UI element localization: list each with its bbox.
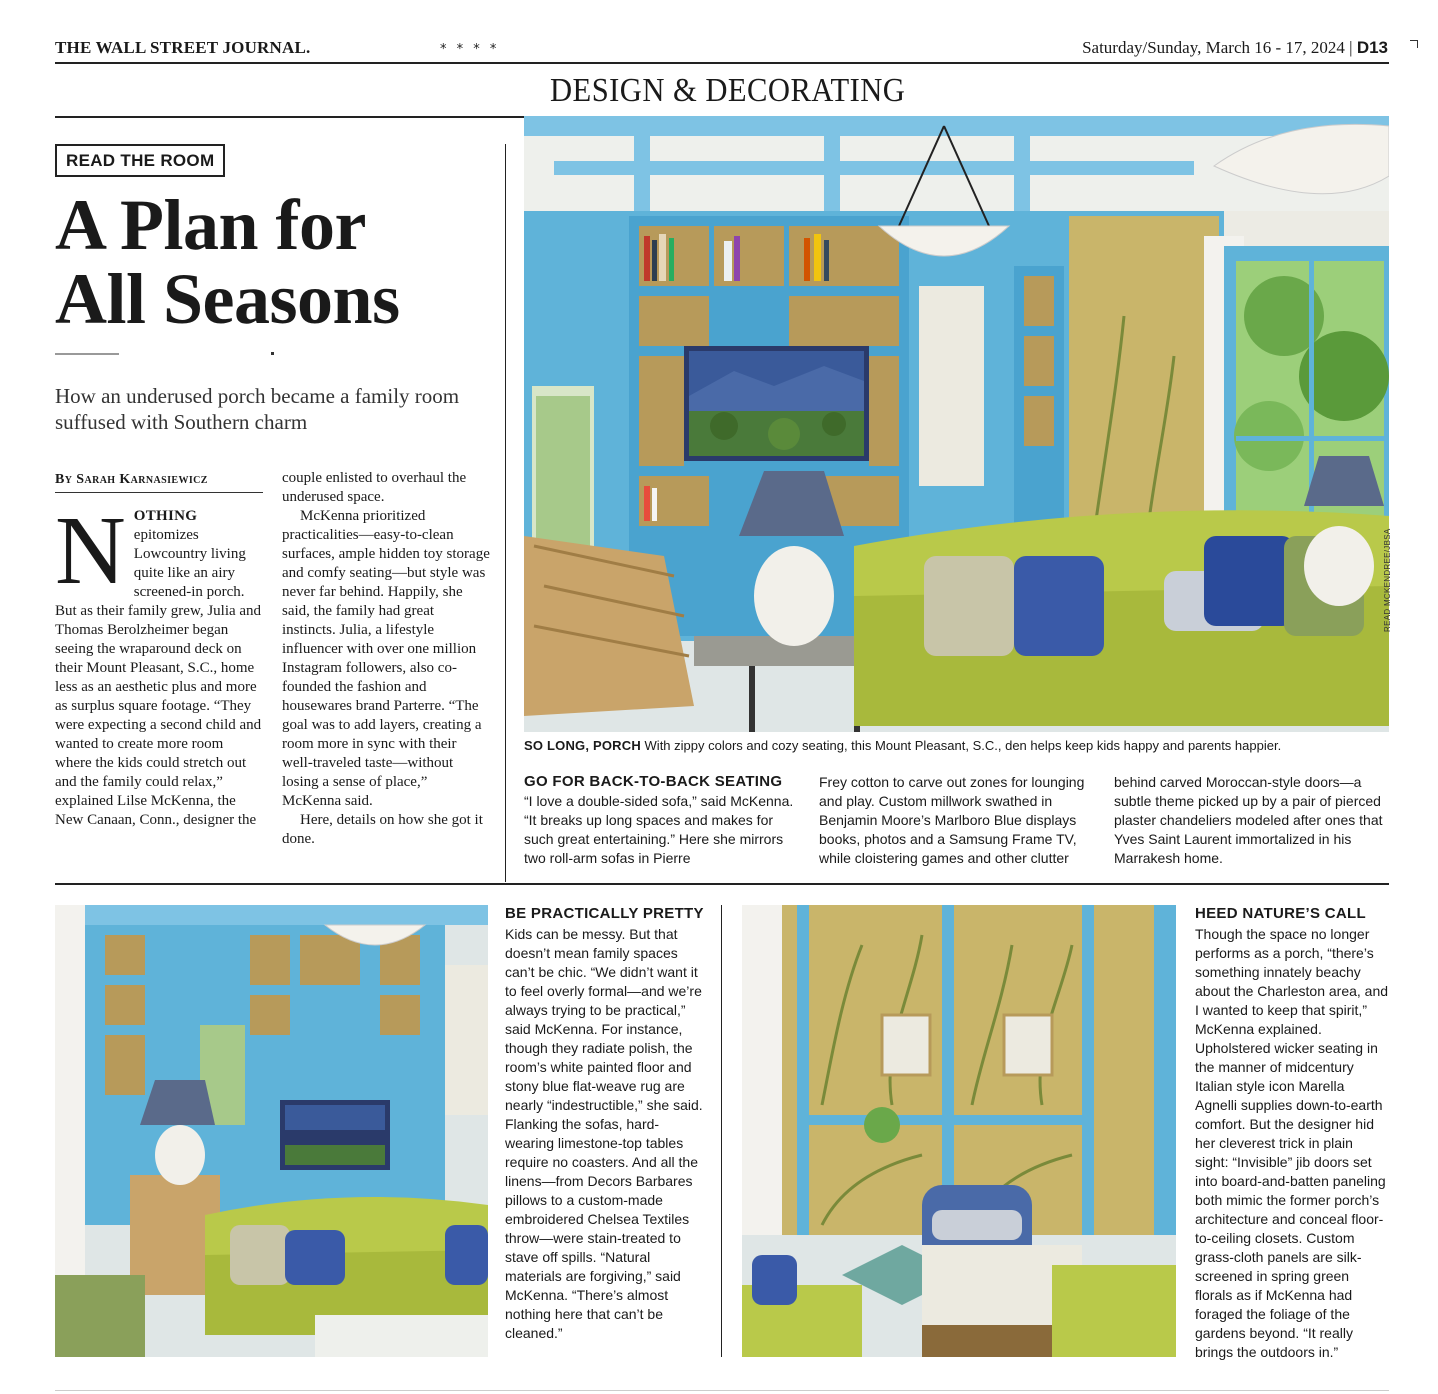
section1-column-3: behind carved Moroccan-style doors—a subtle theme picked up by a pair of pierced plaster chandeliers modeled after ones that Yves Saint Laurent immortalized in his Marrakesh home. <box>1114 774 1383 866</box>
separator: | <box>1349 38 1353 57</box>
photo-caption <box>524 738 1389 754</box>
dateline <box>1082 38 1388 58</box>
dek: How an underused porch became a family room suffused with Southern charm <box>55 384 460 434</box>
subhead-practically-pretty: BE PRACTICALLY PRETTY <box>505 905 704 922</box>
headline-rule <box>55 353 119 355</box>
masthead: THE WALL STREET JOURNAL. <box>55 38 311 57</box>
bottom-column-divider <box>721 905 722 1357</box>
row-rule <box>55 883 1389 885</box>
drop-cap: N <box>55 497 126 605</box>
sofa-illustration <box>55 905 488 1357</box>
headline-line-1: A Plan for <box>55 185 366 265</box>
col2-paragraph-2: McKenna prioritized practicalities—easy-to-clean surfaces, ample hidden toy storage and comfy seating—but style was never far behind. Happily, she said, the family had great instincts. Julia, a lifestyle influencer with over one million Instagram followers, also co-founded the fashion and housewares brand Parterre. “The goal was to add layers, creating a room more in sync with their well-traveled taste—without losing a sense of place,” McKenna said. <box>282 508 490 809</box>
body-column-2 <box>282 469 490 849</box>
subhead-back-to-back: GO FOR BACK-TO-BACK SEATING <box>524 773 783 790</box>
footer-rule <box>55 1390 1389 1391</box>
column-divider <box>505 144 506 882</box>
section1-column-2: Frey cotton to carve out zones for lounging and play. Custom millwork swathed in Benjamin Moore’s Marlboro Blue displays books, photos and a Samsung Frame TV, while cloistering games and other clutter <box>819 774 1085 866</box>
section1-column-1: “I love a double-sided sofa,” said McKenna. “It breaks up long spaces and makes for such great entertaining.” Here she mirrors two roll-arm sofas in Pierre <box>524 793 794 866</box>
page-number: D13 <box>1356 38 1388 57</box>
den-illustration <box>524 116 1389 732</box>
byline-rule <box>55 492 263 493</box>
frame-tv <box>684 346 869 461</box>
body-column-1 <box>55 497 263 830</box>
photo-grasscloth-wall <box>742 905 1176 1357</box>
caption-text: With zippy colors and cozy seating, this Mount Pleasant, S.C., den helps keep kids happy and parents happier. <box>640 738 1282 753</box>
lead-paragraph <box>55 497 263 830</box>
section2-body: Kids can be messy. But that doesn’t mean family spaces can’t be chic. “We didn’t want it to feel overly formal—and we’re always trying to be practical,” said McKenna. For instance, though they radiate polish, the room’s white painted floor and stony blue flat-weave rug are nearly “indestructible,” she said. Flanking the sofas, hard-wearing limestone-top tables require no coasters. And all the linens—from Decors Barbares pillows to a custom-made embroidered Chelsea Textiles throw—were stain-treated to stave off spills. “Natural materials are forgiving,” said McKenna. “There’s almost nothing here that can’t be cleaned.” <box>505 926 703 1341</box>
header-rule <box>55 62 1389 64</box>
headline <box>55 185 495 339</box>
grasscloth-illustration <box>742 905 1176 1357</box>
crop-mark <box>1410 40 1418 48</box>
section-title: DESIGN & DECORATING <box>550 72 906 109</box>
section-rule <box>55 116 525 118</box>
col2-paragraph-3: Here, details on how she got it done. <box>282 812 483 847</box>
subhead-natures-call: HEED NATURE’S CALL <box>1195 905 1366 922</box>
photo-sofa-view <box>55 905 488 1357</box>
lead-smallcaps: OTHING <box>133 508 198 524</box>
col2-paragraph-1: couple enlisted to overhaul the underused space. <box>282 470 467 505</box>
lead-text: epitomizes Lowcountry living quite like an airy screened-in porch. But as their family grew, Julia and Thomas Berolzheimer began seeing the wraparound deck on their Mount Pleasant, S.C., home less as an aesthetic plus and more as surplus square footage. “They were expecting a second child and wanted to create more room where the kids could stretch out and the family could relax,” explained Lilse McKenna, the New Canaan, Conn., designer the <box>55 527 262 828</box>
main-photo-den <box>524 116 1389 732</box>
date: Saturday/Sunday, March 16 - 17, 2024 <box>1082 38 1345 57</box>
decorative-dot <box>271 352 274 355</box>
section3-body: Though the space no longer performs as a porch, “there’s something innately beachy about the Charleston area, and I wanted to keep that spirit,” McKenna explained. Upholstered wicker seating in the manner of midcentury Italian style icon Marella Agnelli supplies down-to-earth comfort. But the designer hid her cleverest trick in plain sight: “Invisible” jib doors set into board-and-batten paneling both mimic the former porch’s architecture and conceal floor-to-ceiling closets. Custom grass-cloth panels are silk-screened in spring green florals as if McKenna had foraged the foliage of the gardens beyond. “It really brings the outdoors in.” <box>1195 926 1389 1360</box>
caption-label: SO LONG, PORCH <box>524 738 641 753</box>
headline-line-2: All Seasons <box>55 259 400 339</box>
green-sofa <box>854 510 1389 726</box>
photo-credit: READ MCKENDREE/JBSA <box>1383 528 1392 632</box>
edition-stars: * * * * <box>440 42 500 57</box>
kicker-box: READ THE ROOM <box>55 144 225 177</box>
byline: By Sarah Karnasiewicz <box>55 472 208 487</box>
